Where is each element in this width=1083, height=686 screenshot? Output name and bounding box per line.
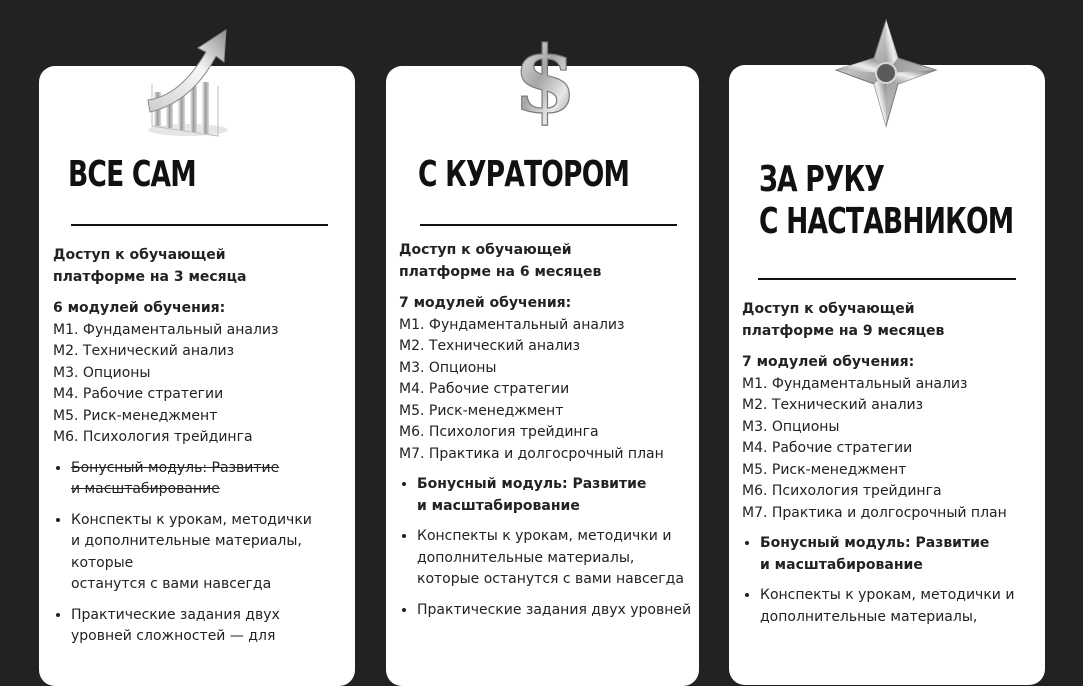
growth-chart-arrow-icon xyxy=(140,26,235,138)
feature-list xyxy=(53,458,348,648)
module-item: М1. Фундаментальный анализ xyxy=(742,375,968,392)
plan-card-curator xyxy=(386,66,699,686)
access-duration: Доступ к обучающей платформе на 9 месяцев xyxy=(742,301,945,339)
dollar-sign-icon xyxy=(512,26,578,134)
module-item: М3. Опционы xyxy=(399,359,497,376)
module-item: М2. Технический анализ xyxy=(53,343,235,359)
plan-content xyxy=(399,240,694,630)
module-item: М5. Риск-менеджмент xyxy=(53,407,218,424)
module-item: М5. Риск-менеджмент xyxy=(742,461,907,478)
module-item: М2. Технический анализ xyxy=(399,338,581,354)
feature-list xyxy=(742,533,1037,628)
svg-text:$: $ xyxy=(512,26,578,134)
module-item: М4. Рабочие стратегии xyxy=(742,440,913,456)
feature-item: • Конспекты к урокам, методички и дополнительные материалы, xyxy=(760,585,1037,628)
module-item: М2. Технический анализ xyxy=(742,397,924,413)
plan-title: ВСЕ САМ xyxy=(68,154,196,195)
module-item: М7. Практика и долгосрочный план xyxy=(399,445,664,462)
module-item: М4. Рабочие стратегии xyxy=(399,381,570,397)
module-item: М6. Психология трейдинга xyxy=(742,483,942,499)
module-item: М3. Опционы xyxy=(53,364,151,381)
modules-heading: 7 модулей обучения: xyxy=(399,295,572,311)
access-duration: Доступ к обучающей платформе на 3 месяца xyxy=(53,247,247,285)
module-item: М6. Психология трейдинга xyxy=(399,424,599,440)
plan-title: ЗА РУКУ С НАСТАВНИКОМ xyxy=(759,159,1014,242)
plan-card-mentor xyxy=(729,65,1045,685)
modules-heading: 7 модулей обучения: xyxy=(742,354,915,370)
module-item: М3. Опционы xyxy=(742,418,840,435)
feature-item: • Практические задания двух уровней сложностей — для xyxy=(71,605,348,648)
feature-item: • Конспекты к урокам, методички и дополнительные материалы, которые останутся с вами навсегда xyxy=(71,510,348,596)
bonus-module-item: • Бонусный модуль: Развитие и масштабирование xyxy=(71,458,348,501)
plan-title: С КУРАТОРОМ xyxy=(418,154,630,195)
bonus-module-item: • Бонусный модуль: Развитие и масштабирование xyxy=(417,474,694,517)
module-item: М6. Психология трейдинга xyxy=(53,429,253,445)
feature-item: • Практические задания двух уровней xyxy=(417,600,694,622)
divider xyxy=(420,224,677,226)
plan-content xyxy=(742,299,1037,637)
feature-list xyxy=(399,474,694,621)
module-item: М1. Фундаментальный анализ xyxy=(53,321,279,338)
plan-content xyxy=(53,245,348,657)
bonus-module-item: • Бонусный модуль: Развитие и масштабирование xyxy=(760,533,1037,576)
module-item: М4. Рабочие стратегии xyxy=(53,386,224,402)
divider xyxy=(758,278,1016,280)
feature-item: • Конспекты к урокам, методички и дополнительные материалы, которые останутся с вами навсегда xyxy=(417,526,694,591)
modules-heading: 6 модулей обучения: xyxy=(53,300,226,316)
module-item: М1. Фундаментальный анализ xyxy=(399,316,625,333)
access-duration: Доступ к обучающей платформе на 6 месяцев xyxy=(399,242,602,280)
divider xyxy=(71,224,328,226)
module-item: М7. Практика и долгосрочный план xyxy=(742,504,1007,521)
diamond-star-icon xyxy=(832,18,940,128)
plan-card-self xyxy=(39,66,355,686)
module-item: М5. Риск-менеджмент xyxy=(399,402,564,419)
